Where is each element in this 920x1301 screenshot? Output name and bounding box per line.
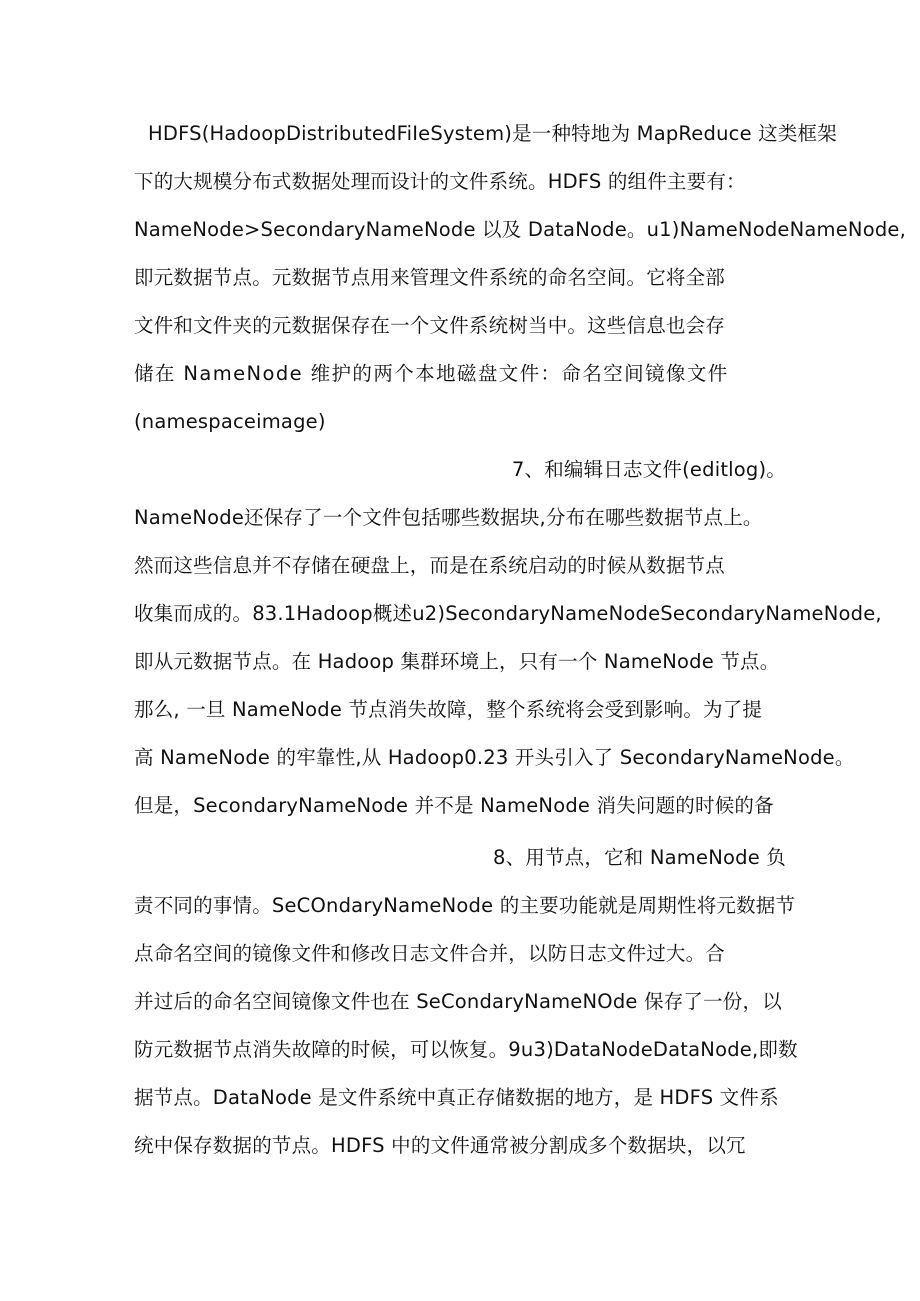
text-line-5: 文件和文件夹的元数据保存在一个文件系统树当中。这些信息也会存 — [134, 314, 726, 337]
text-line-10: 然而这些信息并不存储在硬盘上，而是在系统启动的时候从数据节点 — [134, 554, 726, 577]
text-line-1: HDFS(HadoopDistributedFiIeSystem)是一种特地为 MapReduce 这类框架 — [148, 122, 837, 145]
text-line-9: NameNode还保存了一个文件包括哪些数据块,分布在哪些数据节点上。 — [134, 506, 763, 529]
text-line-7: (namespaceimage) — [134, 410, 326, 433]
text-line-14: 高 NameNode 的牢靠性,从 Hadoop0.23 开头引入了 SecondaryNameNode。 — [134, 746, 855, 769]
text-line-18: 点命名空间的镜像文件和修改日志文件合并，以防日志文件过大。合 — [134, 942, 726, 965]
text-line-21: 据节点。DataNode 是文件系统中真正存储数据的地方，是 HDFS 文件系 — [134, 1086, 779, 1109]
text-line-20: 防元数据节点消失故障的时候，可以恢复。9u3)DataNodeDataNode,即数 — [134, 1038, 798, 1061]
text-line-4: 即元数据节点。元数据节点用来管理文件系统的命名空间。它将全部 — [134, 266, 726, 289]
text-line-17: 责不同的事情。SeCOndaryNameNode 的主要功能就是周期性将元数据节 — [134, 894, 796, 917]
text-line-12: 即从元数据节点。在 Hadoop 集群环境上，只有一个 NameNode 节点。 — [134, 650, 780, 673]
text-line-6: 储在 NameNode 维护的两个本地磁盘文件：命名空间镜像文件 — [134, 362, 729, 385]
text-line-15: 但是，SecondaryNameNode 并不是 NameNode 消失问题的时候的备 — [134, 794, 774, 817]
text-line-2: 下的大规模分布式数据处理而设计的文件系统。HDFS 的组件主要有： — [134, 170, 746, 193]
text-line-13: 那么, 一旦 NameNode 节点消失故障，整个系统将会受到影响。为了提 — [134, 698, 763, 721]
text-line-3: NameNode>SecondaryNameNode 以及 DataNode。u1)NameNodeNameNode, — [134, 218, 907, 241]
text-line-19: 并过后的命名空间镜像文件也在 SeCondaryNameNOde 保存了一份，以 — [134, 990, 782, 1013]
text-line-8: 7、和编辑日志文件(editlog)。 — [511, 458, 786, 481]
text-line-22: 统中保存数据的节点。HDFS 中的文件通常被分割成多个数据块，以冗 — [134, 1134, 746, 1157]
text-line-16: 8、用节点，它和 NameNode 负 — [492, 846, 786, 869]
text-line-11: 收集而成的。83.1Hadoop概述u2)SecondaryNameNodeSecondaryNameNode, — [134, 602, 882, 625]
